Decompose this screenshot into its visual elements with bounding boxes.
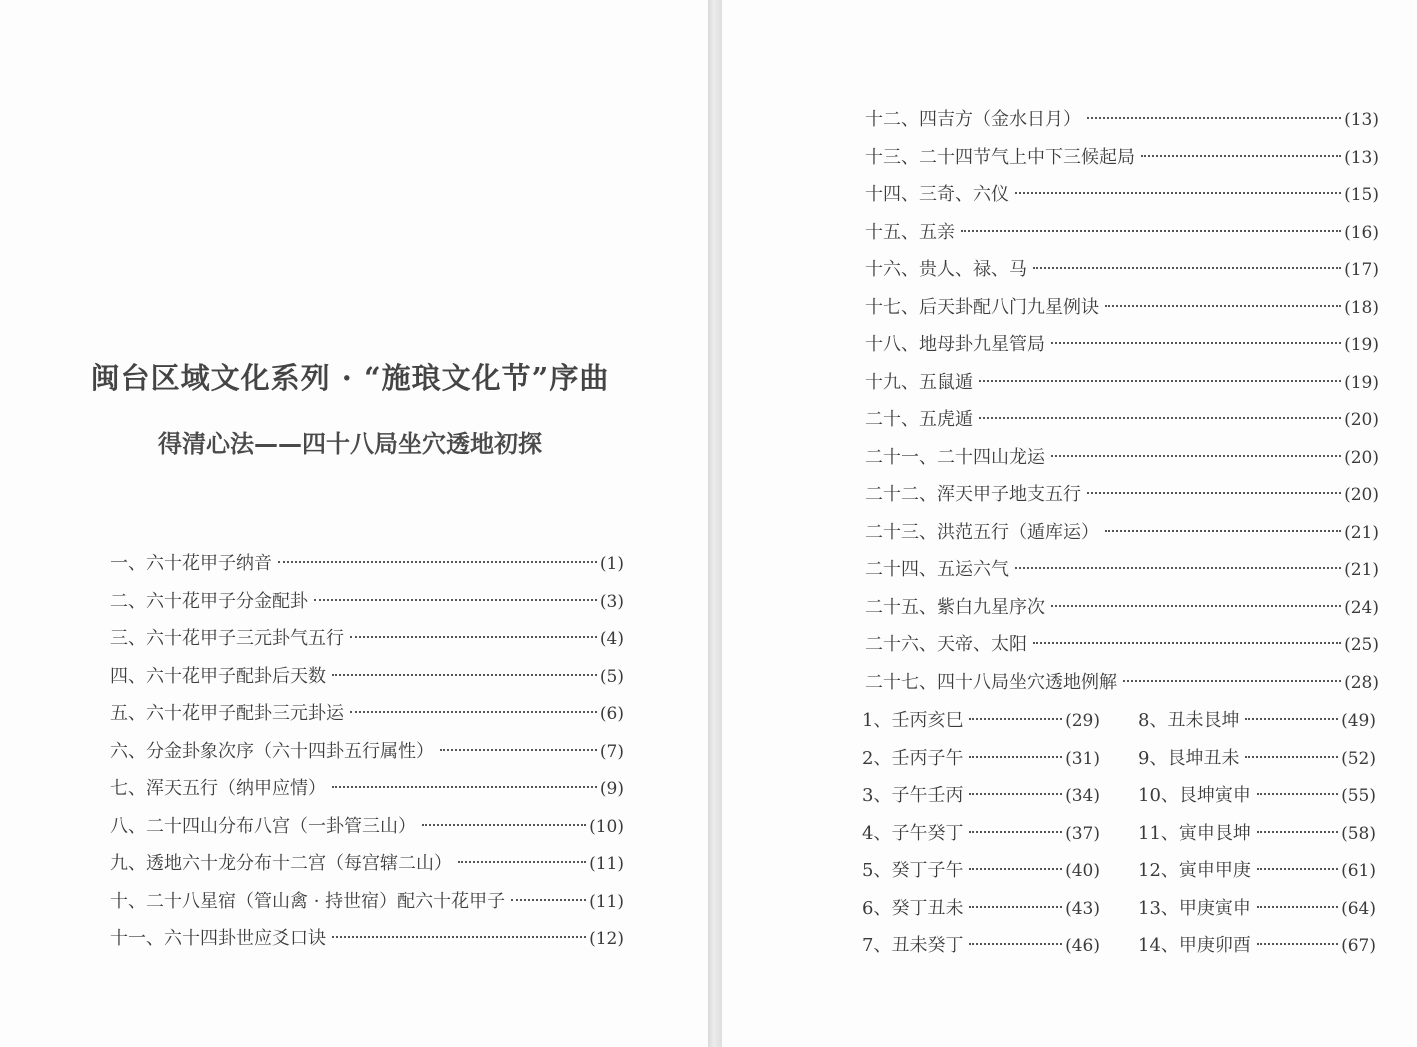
- toc-page-number: (4): [599, 629, 624, 649]
- toc-leader-dots: [969, 831, 1062, 833]
- toc-page-number: (19): [1344, 372, 1379, 393]
- toc-entry: [1138, 744, 1376, 774]
- toc-entry: [1138, 856, 1376, 886]
- toc-leader-dots: [969, 718, 1062, 720]
- toc-entry: [865, 218, 1379, 248]
- toc-leader-dots: [511, 899, 586, 901]
- toc-entry: [865, 293, 1379, 323]
- toc-page-number: (6): [599, 704, 624, 724]
- toc-leader-dots: [969, 868, 1062, 870]
- toc-entry-label: 十七、后天卦配八门九星例诀: [865, 296, 1099, 318]
- toc-page-number: (49): [1341, 711, 1376, 731]
- toc-entry-label: 十八、地母卦九星管局: [865, 334, 1045, 355]
- toc-page-number: (11): [589, 854, 624, 874]
- toc-entry-label: 2、壬丙子午: [862, 747, 964, 769]
- toc-leader-dots: [1105, 305, 1341, 307]
- toc-entry: [1138, 781, 1376, 811]
- toc-leader-dots: [1015, 192, 1341, 194]
- toc-entry-label: 3、子午壬丙: [862, 785, 964, 806]
- toc-leader-dots: [979, 380, 1341, 382]
- toc-entry: [865, 518, 1379, 548]
- toc-page-number: (11): [589, 891, 624, 912]
- toc-entry-label: 二十二、浑天甲子地支五行: [865, 484, 1081, 505]
- toc-entry-label: 六、分金卦象次序（六十四卦五行属性）: [110, 740, 434, 762]
- toc-entry: [110, 924, 624, 954]
- book-title: 闽台区域文化系列 · “施琅文化节”序曲: [90, 361, 610, 395]
- toc-leader-dots: [1141, 155, 1341, 157]
- toc-page-number: (58): [1341, 823, 1376, 844]
- toc-page-number: (19): [1344, 335, 1379, 355]
- toc-entry: [865, 180, 1379, 210]
- toc-leader-dots: [1245, 718, 1338, 720]
- toc-leader-dots: [1033, 642, 1341, 644]
- toc-entry: [865, 143, 1379, 173]
- toc-leader-dots: [961, 230, 1341, 232]
- toc-entry-label: 二十五、紫白九星序次: [865, 596, 1045, 618]
- toc-entry: [110, 699, 624, 729]
- toc-entry: [862, 781, 1100, 811]
- toc-leader-dots: [458, 861, 586, 863]
- left-page: [0, 0, 708, 1047]
- toc-page-number: (40): [1065, 861, 1100, 881]
- toc-entry-label: 二十六、天帝、太阳: [865, 634, 1027, 655]
- toc-entry-label: 八、二十四山分布八宫（一卦管三山）: [110, 815, 416, 837]
- toc-page-number: (52): [1341, 748, 1376, 769]
- toc-entry-label: 五、六十花甲子配卦三元卦运: [110, 703, 344, 724]
- toc-entry: [865, 555, 1379, 585]
- toc-entry-label: 14、甲庚卯酉: [1138, 935, 1251, 956]
- toc-entry: [110, 587, 624, 617]
- toc-entry: [865, 593, 1379, 623]
- toc-entry-label: 6、癸丁丑未: [862, 897, 964, 919]
- toc-page-number: (16): [1344, 222, 1379, 243]
- toc-entry-label: 十九、五鼠遁: [865, 371, 973, 393]
- toc-entry: [1138, 931, 1376, 961]
- toc-page-number: (13): [1344, 110, 1379, 130]
- toc-entry-label: 8、丑未艮坤: [1138, 710, 1240, 731]
- toc-entry: [865, 405, 1379, 435]
- toc-page-number: (55): [1341, 786, 1376, 806]
- toc-leader-dots: [278, 561, 597, 563]
- toc-entry: [1138, 706, 1376, 736]
- toc-leader-dots: [1051, 342, 1341, 344]
- toc-leader-dots: [1257, 868, 1338, 870]
- toc-entry-label: 二十三、洪范五行（遁库运）: [865, 521, 1099, 543]
- toc-entry-label: 二十四、五运六气: [865, 559, 1009, 580]
- toc-page-number: (21): [1344, 522, 1379, 543]
- toc-page-number: (37): [1065, 823, 1100, 844]
- toc-leader-dots: [1123, 680, 1341, 682]
- toc-page-number: (24): [1344, 597, 1379, 618]
- toc-leader-dots: [350, 636, 597, 638]
- toc-entry-label: 三、六十花甲子三元卦气五行: [110, 628, 344, 649]
- toc-leader-dots: [969, 943, 1062, 945]
- toc-page-number: (15): [1344, 185, 1379, 205]
- toc-entry: [110, 549, 624, 579]
- toc-leader-dots: [1257, 831, 1338, 833]
- toc-leader-dots: [979, 417, 1341, 419]
- toc-entry: [862, 706, 1100, 736]
- toc-entry-label: 二十一、二十四山龙运: [865, 446, 1045, 468]
- toc-entry-label: 十三、二十四节气上中下三候起局: [865, 146, 1135, 168]
- toc-page-number: (29): [1065, 711, 1100, 731]
- toc-leader-dots: [969, 793, 1062, 795]
- toc-entry: [865, 480, 1379, 510]
- toc-entry: [865, 368, 1379, 398]
- toc-entry: [1138, 894, 1376, 924]
- toc-entry-label: 七、浑天五行（纳甲应情）: [110, 778, 326, 799]
- toc-entry: [865, 443, 1379, 473]
- toc-leader-dots: [1051, 455, 1341, 457]
- toc-entry-label: 12、寅申甲庚: [1138, 860, 1251, 881]
- toc-page-number: (20): [1344, 410, 1379, 430]
- toc-entry-label: 13、甲庚寅申: [1138, 897, 1251, 919]
- toc-entry-label: 二十、五虎遁: [865, 409, 973, 430]
- toc-entry-label: 十一、六十四卦世应爻口诀: [110, 928, 326, 949]
- toc-entry: [862, 744, 1100, 774]
- toc-page-number: (10): [589, 816, 624, 837]
- toc-entry: [862, 894, 1100, 924]
- toc-entry: [865, 105, 1379, 135]
- toc-entry-label: 10、艮坤寅申: [1138, 785, 1251, 806]
- toc-page-number: (12): [589, 929, 624, 949]
- toc-leader-dots: [1257, 906, 1338, 908]
- toc-entry: [110, 624, 624, 654]
- toc-page-number: (25): [1344, 635, 1379, 655]
- toc-page-number: (9): [599, 779, 624, 799]
- toc-entry: [110, 662, 624, 692]
- toc-entry-label: 四、六十花甲子配卦后天数: [110, 665, 326, 687]
- toc-page-number: (1): [599, 554, 624, 574]
- toc-entry: [110, 849, 624, 879]
- book-gutter: [708, 0, 722, 1047]
- toc-page-number: (13): [1344, 147, 1379, 168]
- toc-leader-dots: [350, 711, 597, 713]
- book-subtitle: 得清心法——四十八局坐穴透地初探: [158, 430, 542, 458]
- toc-leader-dots: [332, 786, 597, 788]
- toc-leader-dots: [969, 756, 1062, 758]
- toc-entry-label: 4、子午癸丁: [862, 822, 964, 844]
- toc-entry-label: 二、六十花甲子分金配卦: [110, 590, 308, 612]
- toc-page-number: (46): [1065, 936, 1100, 956]
- toc-leader-dots: [1245, 756, 1338, 758]
- toc-leader-dots: [1033, 267, 1341, 269]
- toc-leader-dots: [1257, 793, 1338, 795]
- toc-entry: [862, 931, 1100, 961]
- toc-page-number: (20): [1344, 485, 1379, 505]
- toc-page-number: (21): [1344, 560, 1379, 580]
- toc-leader-dots: [1257, 943, 1338, 945]
- toc-entry-label: 11、寅申艮坤: [1138, 822, 1251, 844]
- toc-page-number: (17): [1344, 260, 1379, 280]
- toc-leader-dots: [1105, 530, 1341, 532]
- toc-page-number: (20): [1344, 447, 1379, 468]
- toc-leader-dots: [969, 906, 1062, 908]
- toc-page-number: (61): [1341, 861, 1376, 881]
- toc-entry-label: 一、六十花甲子纳音: [110, 553, 272, 574]
- toc-page-number: (43): [1065, 898, 1100, 919]
- toc-page-number: (67): [1341, 936, 1376, 956]
- toc-entry-label: 十二、四吉方（金水日月）: [865, 109, 1081, 130]
- toc-leader-dots: [1087, 117, 1341, 119]
- toc-entry: [110, 812, 624, 842]
- toc-page-number: (5): [599, 666, 624, 687]
- toc-leader-dots: [314, 599, 597, 601]
- toc-entry: [865, 255, 1379, 285]
- toc-entry-label: 十五、五亲: [865, 221, 955, 243]
- toc-entry: [862, 819, 1100, 849]
- toc-entry: [1138, 819, 1376, 849]
- toc-entry-label: 7、丑未癸丁: [862, 935, 964, 956]
- toc-leader-dots: [332, 936, 586, 938]
- toc-entry: [110, 887, 624, 917]
- toc-leader-dots: [422, 824, 586, 826]
- toc-page-number: (31): [1065, 748, 1100, 769]
- right-page: [722, 0, 1417, 1047]
- toc-leader-dots: [440, 749, 597, 751]
- toc-entry-label: 1、壬丙亥巳: [862, 710, 964, 731]
- toc-leader-dots: [1051, 605, 1341, 607]
- toc-page-number: (18): [1344, 297, 1379, 318]
- toc-page-number: (34): [1065, 786, 1100, 806]
- toc-entry: [110, 737, 624, 767]
- toc-entry: [865, 668, 1379, 698]
- toc-entry-label: 十、二十八星宿（管山禽 · 持世宿）配六十花甲子: [110, 890, 506, 912]
- toc-page-number: (3): [599, 591, 624, 612]
- toc-entry: [110, 774, 624, 804]
- toc-entry: [865, 330, 1379, 360]
- toc-leader-dots: [1015, 567, 1341, 569]
- toc-page-number: (28): [1344, 672, 1379, 693]
- toc-entry-label: 十四、三奇、六仪: [865, 184, 1009, 205]
- toc-entry: [865, 630, 1379, 660]
- toc-entry-label: 9、艮坤丑未: [1138, 747, 1240, 769]
- toc-page-number: (7): [599, 741, 624, 762]
- toc-entry-label: 5、癸丁子午: [862, 860, 964, 881]
- toc-leader-dots: [1087, 492, 1341, 494]
- toc-entry-label: 九、透地六十龙分布十二宫（每宫辖二山）: [110, 853, 452, 874]
- toc-leader-dots: [332, 674, 597, 676]
- toc-page-number: (64): [1341, 898, 1376, 919]
- toc-entry: [862, 856, 1100, 886]
- toc-entry-label: 十六、贵人、禄、马: [865, 259, 1027, 280]
- toc-entry-label: 二十七、四十八局坐穴透地例解: [865, 671, 1117, 693]
